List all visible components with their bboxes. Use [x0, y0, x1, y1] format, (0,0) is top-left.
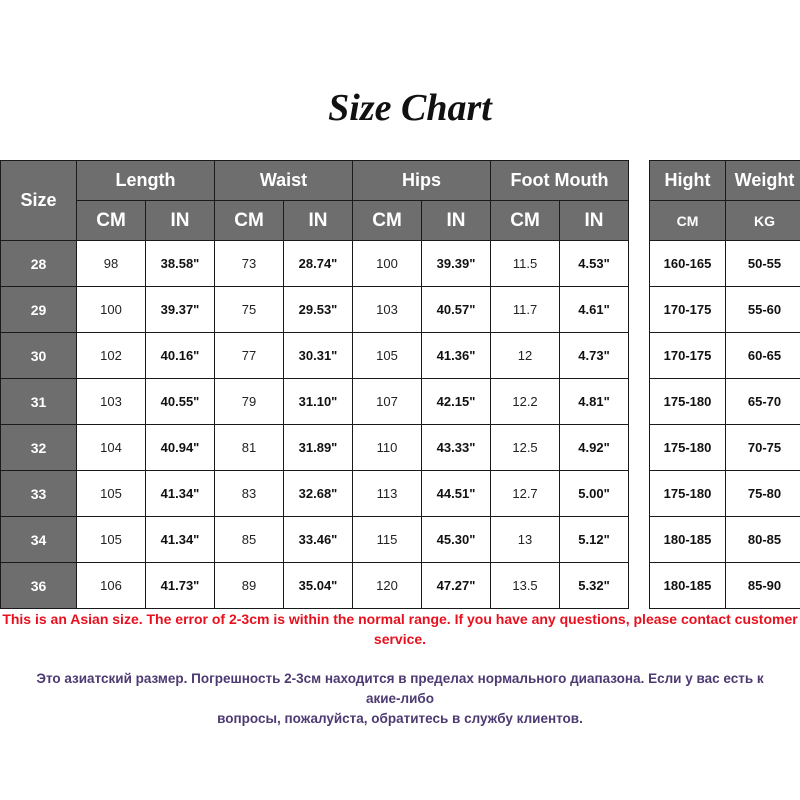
inch-value-cell: 31.10" [284, 379, 353, 425]
cm-value-cell: 13 [491, 517, 560, 563]
inch-value-cell: 4.81" [560, 379, 629, 425]
inch-value-cell: 39.37" [146, 287, 215, 333]
inch-value-cell: 4.53" [560, 241, 629, 287]
height-cell: 180-185 [650, 563, 726, 609]
inch-value-cell: 40.57" [422, 287, 491, 333]
inch-value-cell: 35.04" [284, 563, 353, 609]
unit-header: KG [726, 201, 800, 241]
cm-value-cell: 106 [77, 563, 146, 609]
table-row [1, 379, 629, 425]
cm-value-cell: 103 [353, 287, 422, 333]
inch-value-cell: 41.73" [146, 563, 215, 609]
unit-header: IN [284, 201, 353, 241]
table-row [1, 425, 629, 471]
cm-value-cell: 85 [215, 517, 284, 563]
cm-value-cell: 12 [491, 333, 560, 379]
size-cell: 29 [1, 287, 77, 333]
unit-header: CM [650, 201, 726, 241]
inch-value-cell: 44.51" [422, 471, 491, 517]
size-cell: 33 [1, 471, 77, 517]
table-row [650, 333, 800, 379]
inch-value-cell: 5.12" [560, 517, 629, 563]
inch-value-cell: 38.58" [146, 241, 215, 287]
table-row [650, 379, 800, 425]
inch-value-cell: 42.15" [422, 379, 491, 425]
table-row [650, 563, 800, 609]
height-cell: 180-185 [650, 517, 726, 563]
weight-cell: 75-80 [726, 471, 800, 517]
inch-value-cell: 28.74" [284, 241, 353, 287]
size-cell: 32 [1, 425, 77, 471]
waist-group-header: Waist [215, 161, 353, 201]
inch-value-cell: 32.68" [284, 471, 353, 517]
cm-value-cell: 81 [215, 425, 284, 471]
inch-value-cell: 4.61" [560, 287, 629, 333]
weight-cell: 65-70 [726, 379, 800, 425]
weight-cell: 50-55 [726, 241, 800, 287]
inch-value-cell: 4.92" [560, 425, 629, 471]
height-cell: 175-180 [650, 471, 726, 517]
size-cell: 30 [1, 333, 77, 379]
unit-header: CM [353, 201, 422, 241]
table-row [650, 241, 800, 287]
height-cell: 170-175 [650, 287, 726, 333]
inch-value-cell: 33.46" [284, 517, 353, 563]
height-cell: 160-165 [650, 241, 726, 287]
cm-value-cell: 83 [215, 471, 284, 517]
size-cell: 28 [1, 241, 77, 287]
unit-header: IN [422, 201, 491, 241]
inch-value-cell: 41.36" [422, 333, 491, 379]
inch-value-cell: 45.30" [422, 517, 491, 563]
height-cell: 175-180 [650, 425, 726, 471]
cm-value-cell: 11.7 [491, 287, 560, 333]
table-row [1, 563, 629, 609]
cm-value-cell: 12.5 [491, 425, 560, 471]
table-row [1, 333, 629, 379]
table-row [650, 287, 800, 333]
size-cell: 31 [1, 379, 77, 425]
cm-value-cell: 79 [215, 379, 284, 425]
note-russian-line: Это азиатский размер. Погрешность 2-3см находится в пределах нормального диапазона. Если у вас есть к [36, 671, 764, 686]
inch-value-cell: 40.55" [146, 379, 215, 425]
cm-value-cell: 105 [353, 333, 422, 379]
weight-cell: 70-75 [726, 425, 800, 471]
inch-value-cell: 39.39" [422, 241, 491, 287]
cm-value-cell: 73 [215, 241, 284, 287]
unit-header: CM [215, 201, 284, 241]
weight-cell: 85-90 [726, 563, 800, 609]
unit-header: CM [77, 201, 146, 241]
table-row [650, 425, 800, 471]
inch-value-cell: 31.89" [284, 425, 353, 471]
size-table [0, 160, 629, 609]
cm-value-cell: 77 [215, 333, 284, 379]
weight-cell: 55-60 [726, 287, 800, 333]
weight-cell: 60-65 [726, 333, 800, 379]
page-title: Size Chart [328, 87, 492, 129]
table-row [1, 471, 629, 517]
size-cell: 36 [1, 563, 77, 609]
inch-value-cell: 29.53" [284, 287, 353, 333]
cm-value-cell: 103 [77, 379, 146, 425]
inch-value-cell: 43.33" [422, 425, 491, 471]
unit-header: IN [560, 201, 629, 241]
table-row [1, 517, 629, 563]
inch-value-cell: 47.27" [422, 563, 491, 609]
cm-value-cell: 105 [77, 517, 146, 563]
table-row [650, 471, 800, 517]
cm-value-cell: 12.7 [491, 471, 560, 517]
cm-value-cell: 12.2 [491, 379, 560, 425]
size-cell: 34 [1, 517, 77, 563]
cm-value-cell: 100 [77, 287, 146, 333]
cm-value-cell: 105 [77, 471, 146, 517]
size-column-header: Size [1, 161, 77, 241]
unit-header: IN [146, 201, 215, 241]
length-group-header: Length [77, 161, 215, 201]
inch-value-cell: 30.31" [284, 333, 353, 379]
inch-value-cell: 40.94" [146, 425, 215, 471]
cm-value-cell: 104 [77, 425, 146, 471]
asian-size-note-english: This is an Asian size. The error of 2-3cm is within the normal range. If you have any questions, please contact customer service. [2, 611, 798, 647]
hips-group-header: Hips [353, 161, 491, 201]
table-row [650, 517, 800, 563]
inch-value-cell: 40.16" [146, 333, 215, 379]
cm-value-cell: 75 [215, 287, 284, 333]
weight-header: Weight [726, 161, 800, 201]
foot-mouth-group-header: Foot Mouth [491, 161, 629, 201]
note-russian-line: акие-либо [365, 691, 435, 706]
cm-value-cell: 102 [77, 333, 146, 379]
weight-cell: 80-85 [726, 517, 800, 563]
cm-value-cell: 107 [353, 379, 422, 425]
cm-value-cell: 89 [215, 563, 284, 609]
cm-value-cell: 13.5 [491, 563, 560, 609]
table-row [1, 287, 629, 333]
height-header: Hight [650, 161, 726, 201]
asian-size-note-russian [0, 669, 800, 729]
inch-value-cell: 41.34" [146, 471, 215, 517]
note-russian-line: вопросы, пожалуйста, обратитесь в службу клиентов. [217, 711, 583, 726]
unit-header: CM [491, 201, 560, 241]
height-weight-table [649, 160, 800, 609]
cm-value-cell: 11.5 [491, 241, 560, 287]
cm-value-cell: 110 [353, 425, 422, 471]
cm-value-cell: 100 [353, 241, 422, 287]
inch-value-cell: 5.00" [560, 471, 629, 517]
inch-value-cell: 5.32" [560, 563, 629, 609]
height-cell: 170-175 [650, 333, 726, 379]
cm-value-cell: 120 [353, 563, 422, 609]
cm-value-cell: 113 [353, 471, 422, 517]
cm-value-cell: 98 [77, 241, 146, 287]
height-cell: 175-180 [650, 379, 726, 425]
table-row [1, 241, 629, 287]
inch-value-cell: 41.34" [146, 517, 215, 563]
cm-value-cell: 115 [353, 517, 422, 563]
inch-value-cell: 4.73" [560, 333, 629, 379]
